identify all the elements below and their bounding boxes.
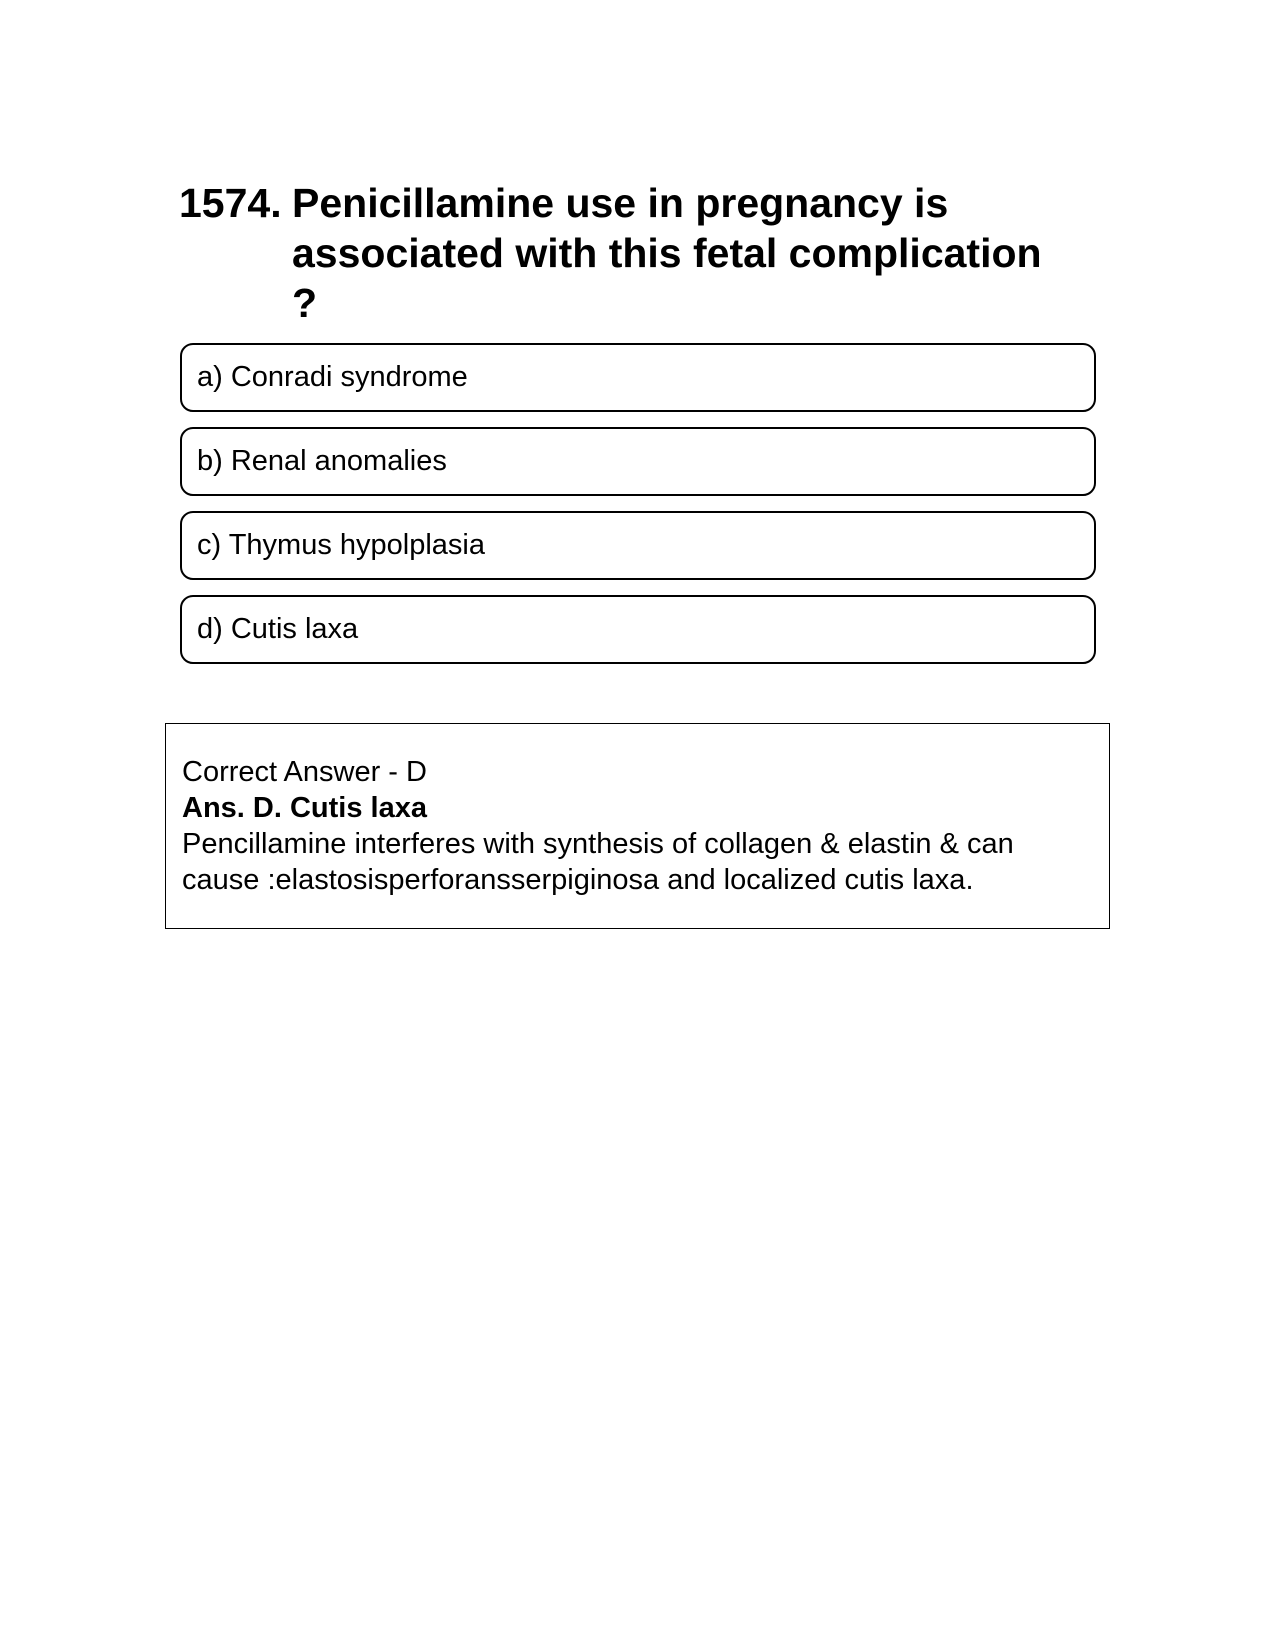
- option-d[interactable]: d) Cutis laxa: [180, 595, 1096, 664]
- answer-box: [165, 723, 1110, 929]
- correct-answer: Correct Answer - D: [182, 756, 427, 788]
- answer-explanation: Pencillamine interferes with synthesis of collagen & elastin & can cause :elastosisperforansserpiginosa and localized cutis laxa.: [182, 828, 1014, 896]
- answer-title: Ans. D. Cutis laxa: [182, 792, 427, 824]
- option-b[interactable]: b) Renal anomalies: [180, 427, 1096, 496]
- option-c[interactable]: c) Thymus hypolplasia: [180, 511, 1096, 580]
- question-number: 1574.: [179, 180, 282, 226]
- option-a[interactable]: a) Conradi syndrome: [180, 343, 1096, 412]
- question: [179, 178, 1079, 328]
- options-list: [180, 343, 1096, 679]
- question-text: Penicillamine use in pregnancy is associated with this fetal complication ?: [292, 180, 1042, 326]
